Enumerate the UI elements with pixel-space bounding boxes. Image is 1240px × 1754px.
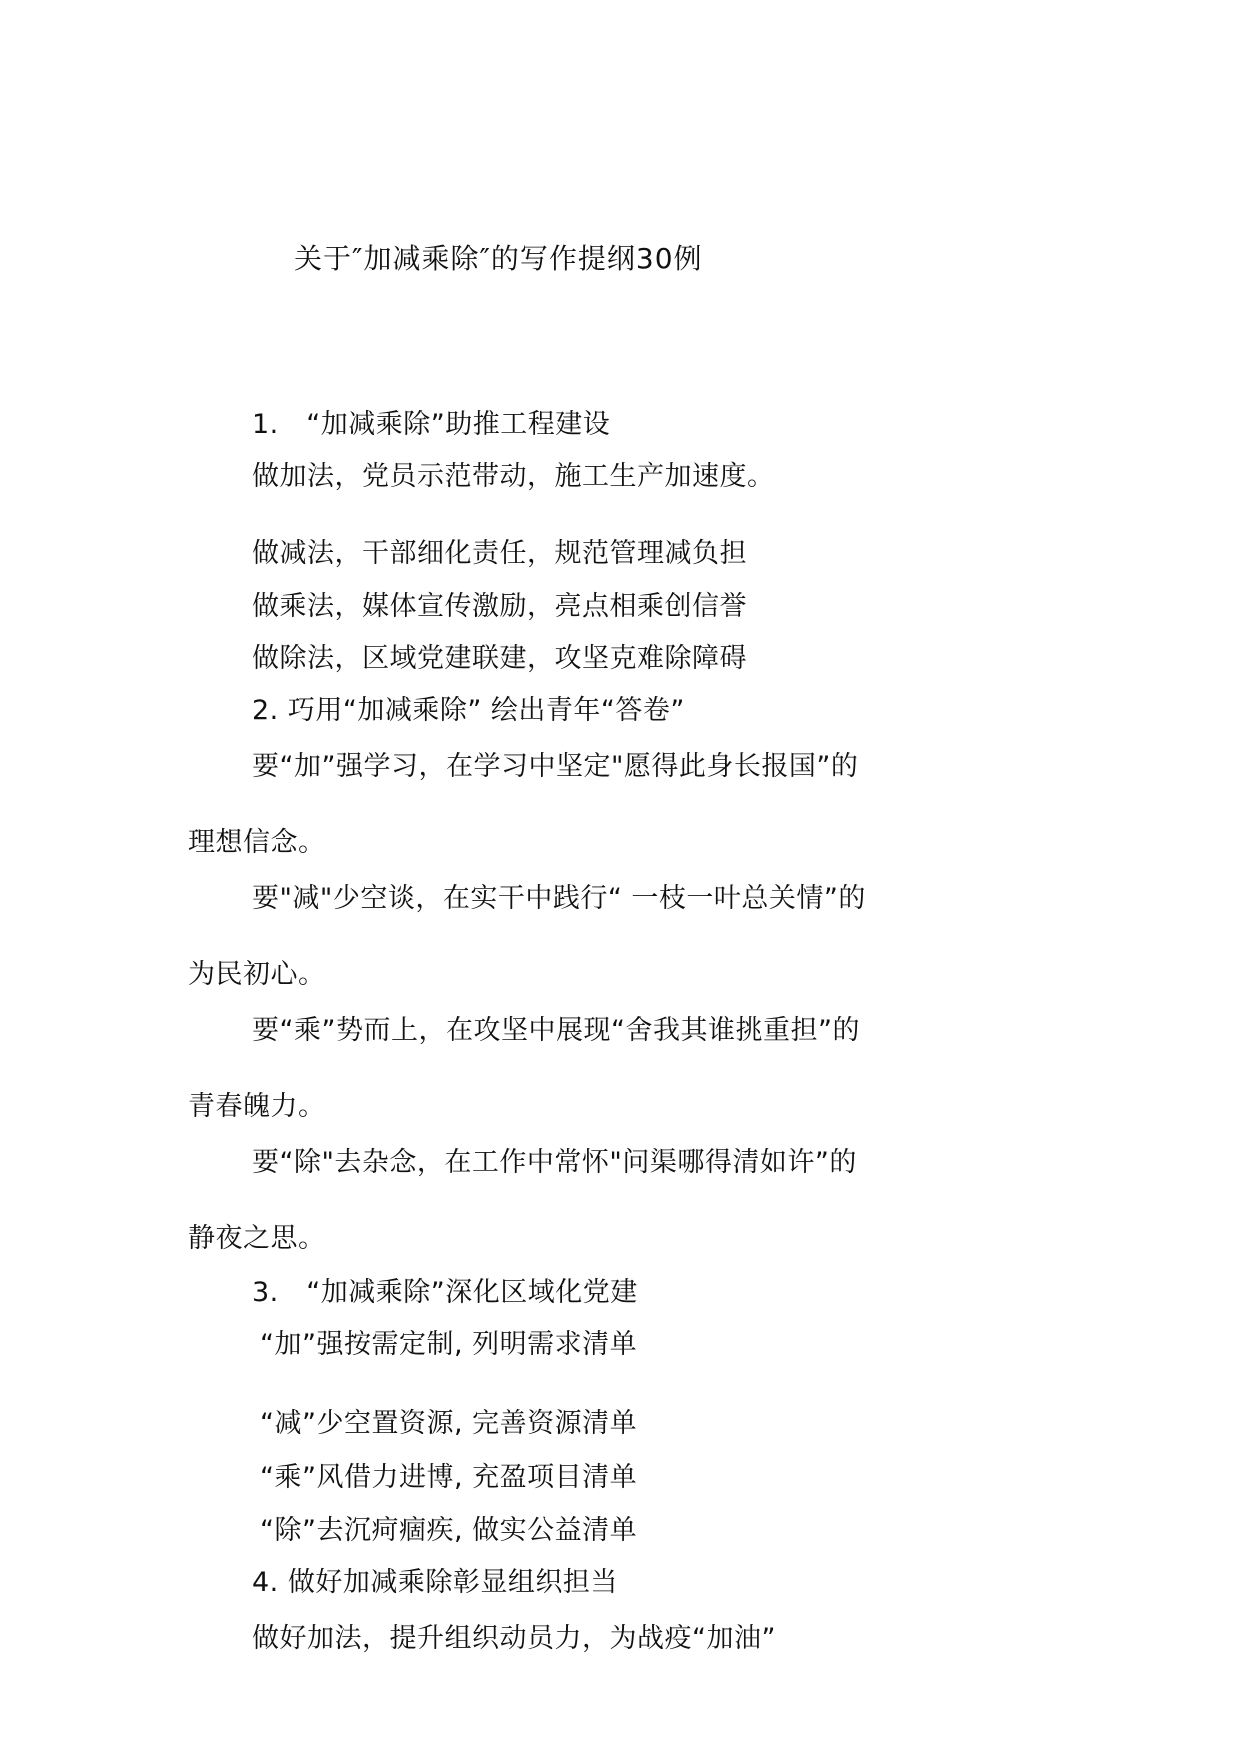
section-heading-1: 1. “加减乘除”助推工程建设 (252, 409, 611, 440)
text-line: 做减法，干部细化责任，规范管理减负担 (252, 538, 747, 569)
section-heading-3: 3. “加减乘除”深化区域化党建 (252, 1277, 638, 1308)
text-line: “除”去沉疴痼疾, 做实公益清单 (260, 1515, 638, 1546)
text-line: 要“乘”势而上，在攻坚中展现“舍我其谁挑重担”的 (252, 1015, 860, 1046)
text-line: 做加法，党员示范带动，施工生产加速度。 (252, 461, 775, 492)
text-line: 为民初心。 (188, 959, 326, 990)
text-line: “乘”风借力进博, 充盈项目清单 (260, 1462, 638, 1493)
text-line: 要“除"去杂念，在工作中常怀"问渠哪得清如许”的 (252, 1147, 857, 1178)
text-line: 静夜之思。 (188, 1223, 326, 1254)
text-line: 做除法，区域党建联建，攻坚克难除障碍 (252, 643, 747, 674)
text-line: 做乘法，媒体宣传激励，亮点相乘创信誉 (252, 591, 747, 622)
text-line: 青春魄力。 (188, 1091, 326, 1122)
text-line: 理想信念。 (188, 827, 326, 858)
section-heading-4: 4. 做好加减乘除彰显组织担当 (252, 1567, 618, 1598)
document-title: 关于″加减乘除″的写作提纲30例 (294, 242, 703, 275)
text-line: “减”少空置资源, 完善资源清单 (260, 1408, 638, 1439)
text-line: 做好加法，提升组织动员力，为战疫“加油” (252, 1623, 776, 1654)
text-line: 要"减"少空谈，在实干中践行“ 一枝一叶总关情”的 (252, 883, 866, 914)
text-line: 要“加”强学习，在学习中坚定"愿得此身长报国”的 (252, 751, 859, 782)
section-heading-2: 2. 巧用“加减乘除” 绘出青年“答卷” (252, 695, 685, 726)
text-line: “加”强按需定制, 列明需求清单 (260, 1329, 638, 1360)
